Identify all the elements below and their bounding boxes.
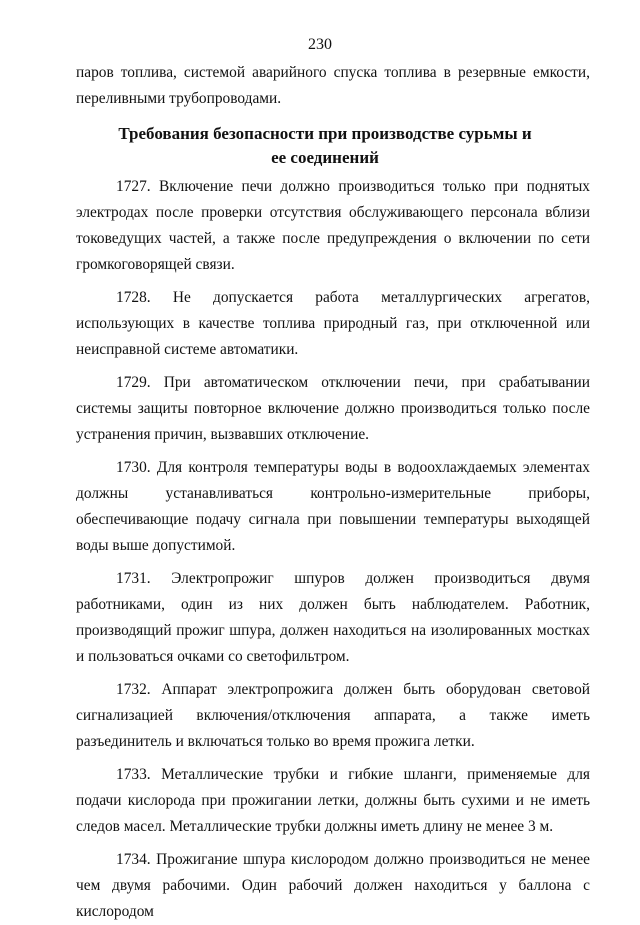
paragraph-1729: 1729. При автоматическом отключении печи, при срабатывании системы защиты повторное включение должно производиться только после устранения причин, вызвавших отключение. xyxy=(76,374,590,443)
paragraph-1731: 1731. Электропрожиг шпуров должен производиться двумя работниками, один из них должен быть наблюдателем. Работник, производящий прожиг шпура, должен находиться на изолированных мостках и пользоваться очками со светофильтром. xyxy=(76,570,590,665)
paragraph-1732: 1732. Аппарат электропрожига должен быть оборудован световой сигнализацией включения/отключения аппарата, а также иметь разъединитель и включаться только во время прожига летки. xyxy=(76,681,590,750)
requirements-list xyxy=(76,174,590,925)
lead-paragraph: паров топлива, системой аварийного спуска топлива в резервные емкости, переливными трубопроводами. xyxy=(76,64,590,107)
paragraph-1728: 1728. Не допускается работа металлургических агрегатов, использующих в качестве топлива природный газ, при отключенной или неисправной системе автоматики. xyxy=(76,289,590,358)
paragraph-1733: 1733. Металлические трубки и гибкие шланги, применяемые для подачи кислорода при прожигании летки, должны быть сухими и не иметь следов масел. Металлические трубки должны иметь длину не менее 3 м. xyxy=(76,766,590,835)
paragraph-1734: 1734. Прожигание шпура кислородом должно производиться не менее чем двумя рабочими. Один рабочий должен находиться у баллона с кислородом xyxy=(76,851,590,920)
paragraph-1727: 1727. Включение печи должно производиться только при поднятых электродах после проверки отсутствия обслуживающего персонала вблизи токоведущих частей, а также после предупреждения о включении по сети громкоговорящей связи. xyxy=(76,178,590,273)
section-heading: Требования безопасности при производстве сурьмы и ее соединений xyxy=(118,124,532,167)
page-number: 230 xyxy=(308,36,332,53)
paragraph-1730: 1730. Для контроля температуры воды в водоохлаждаемых элементах должны устанавливаться контрольно-измерительные приборы, обеспечивающие подачу сигнала при повышении температуры выходящей воды выше допустимой. xyxy=(76,459,590,554)
lead-text-block xyxy=(76,60,590,112)
